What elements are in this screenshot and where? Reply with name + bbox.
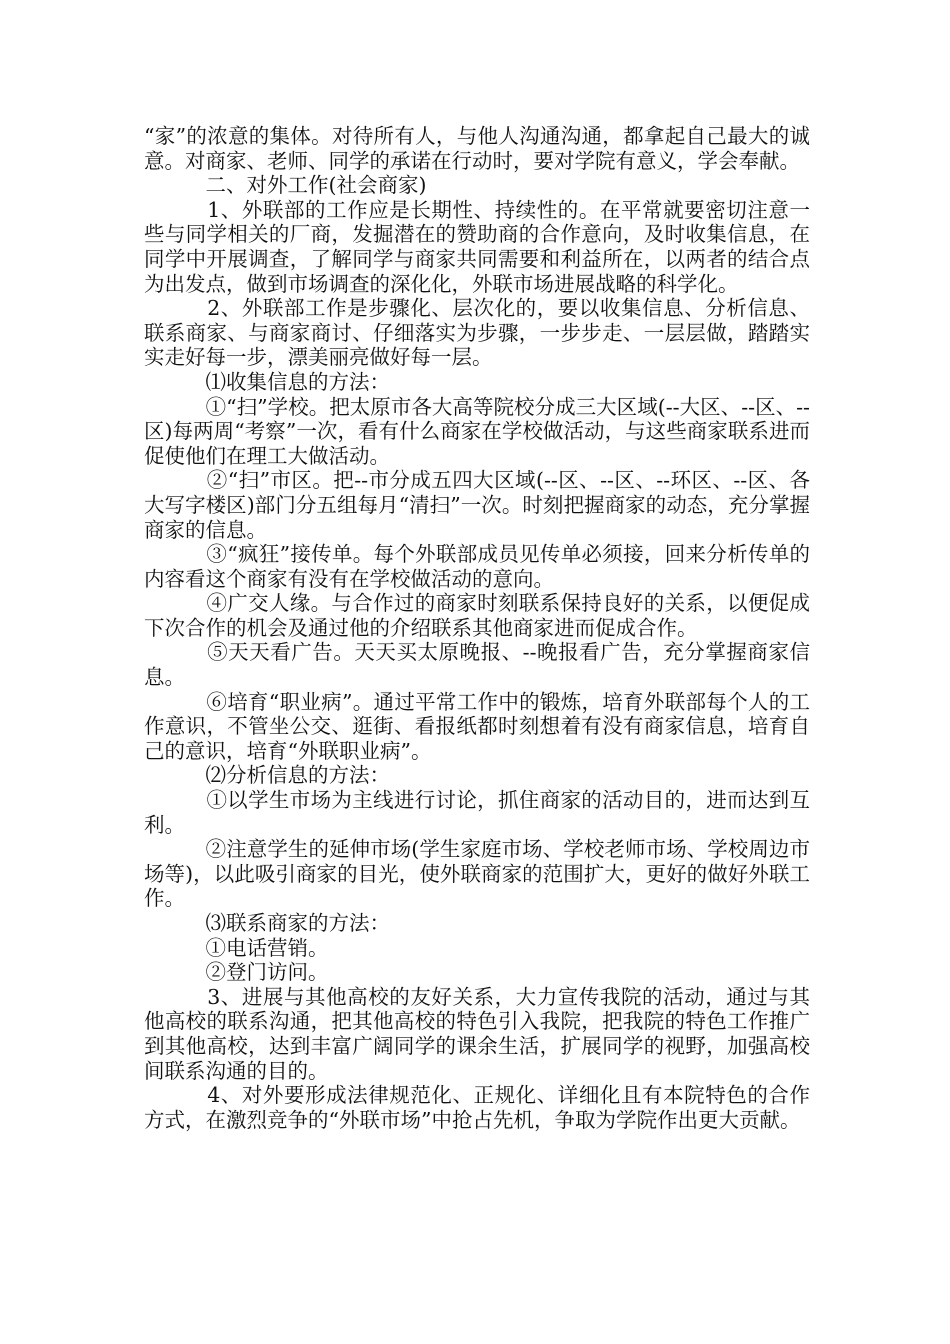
list-item-door-visit: ②登门访问。 xyxy=(144,960,329,985)
list-item-sweep-city: ②“扫”市区。把--市分成五四大区域(--区、--区、--环区、--区、各大写字楼区)部门分五组每月“清扫”一次。时刻把握商家的动态，充分掌握商家的信息。 xyxy=(144,468,810,542)
paragraph-item-4: 4、对外要形成法律规范化、正规化、详细化且有本院特色的合作方式，在激烈竞争的“外联市场”中抢占先机，争取为学院作出更大贡献。 xyxy=(144,1083,810,1132)
paragraph-collective-intro: “家”的浓意的集体。对待所有人，与他人沟通沟通，都拿起自己最大的诚意。对商家、老师、同学的承诺在行动时，要对学院有意义，学会奉献。 xyxy=(144,124,810,173)
paragraph-item-2: 2、外联部工作是步骤化、层次化的，要以收集信息、分析信息、联系商家、与商家商讨、仔细落实为步骤，一步步走、一层层做，踏踏实实走好每一步，漂美丽亮做好每一层。 xyxy=(144,296,810,370)
list-item-student-market: ①以学生市场为主线进行讨论，抓住商家的活动目的，进而达到互利。 xyxy=(144,788,810,837)
list-item-sweep-schools: ①“扫”学校。把太原市各大高等院校分成三大区域(--大区、--区、--区)每两周“考察”一次，看有什么商家在学校做活动，与这些商家联系进而促使他们在理工大做活动。 xyxy=(144,394,810,468)
list-item-phone-marketing: ①电话营销。 xyxy=(144,935,329,960)
list-item-extended-market: ②注意学生的延伸市场(学生家庭市场、学校老师市场、学校周边市场等)，以此吸引商家的目光，使外联商家的范围扩大，更好的做好外联工作。 xyxy=(144,837,810,911)
subheading-collect-info: ⑴收集信息的方法： xyxy=(144,369,390,394)
list-item-networking: ④广交人缘。与合作过的商家时刻联系保持良好的关系，以便促成下次合作的机会及通过他的介绍联系其他商家进而促成合作。 xyxy=(144,591,810,640)
list-item-read-ads: ⑤天天看广告。天天买太原晚报、--晚报看广告，充分掌握商家信息。 xyxy=(144,640,810,690)
paragraph-item-1: 1、外联部的工作应是长期性、持续性的。在平常就要密切注意一些与同学相关的厂商，发掘潜在的赞助商的合作意向，及时收集信息，在同学中开展调查，了解同学与商家共同需要和利益所在，以两者的结合点为出发点，做到市场调查的深化化，外联市场进展战略的科学化。 xyxy=(144,197,810,296)
paragraph-item-3: 3、进展与其他高校的友好关系，大力宣传我院的活动，通过与其他高校的联系沟通，把其他高校的特色引入我院，把我院的特色工作推广到其他高校，达到丰富广阔同学的课余生活，扩展同学的视野，加强高校间联系沟通的目的。 xyxy=(144,984,810,1083)
subheading-contact-merchants: ⑶联系商家的方法： xyxy=(144,911,390,935)
subheading-analyze-info: ⑵分析信息的方法： xyxy=(144,763,390,788)
section-heading-external-work: 二、对外工作(社会商家) xyxy=(144,173,427,198)
list-item-flyers: ③“疯狂”接传单。每个外联部成员见传单必须接，回来分析传单的内容看这个商家有没有在学校做活动的意向。 xyxy=(144,542,810,591)
document-body xyxy=(144,124,810,1132)
list-item-occupational-habit: ⑥培育“职业病”。通过平常工作中的锻炼，培育外联部每个人的工作意识，不管坐公交、逛街、看报纸都时刻想着有没有商家信息，培育自己的意识，培育“外联职业病”。 xyxy=(144,689,810,763)
